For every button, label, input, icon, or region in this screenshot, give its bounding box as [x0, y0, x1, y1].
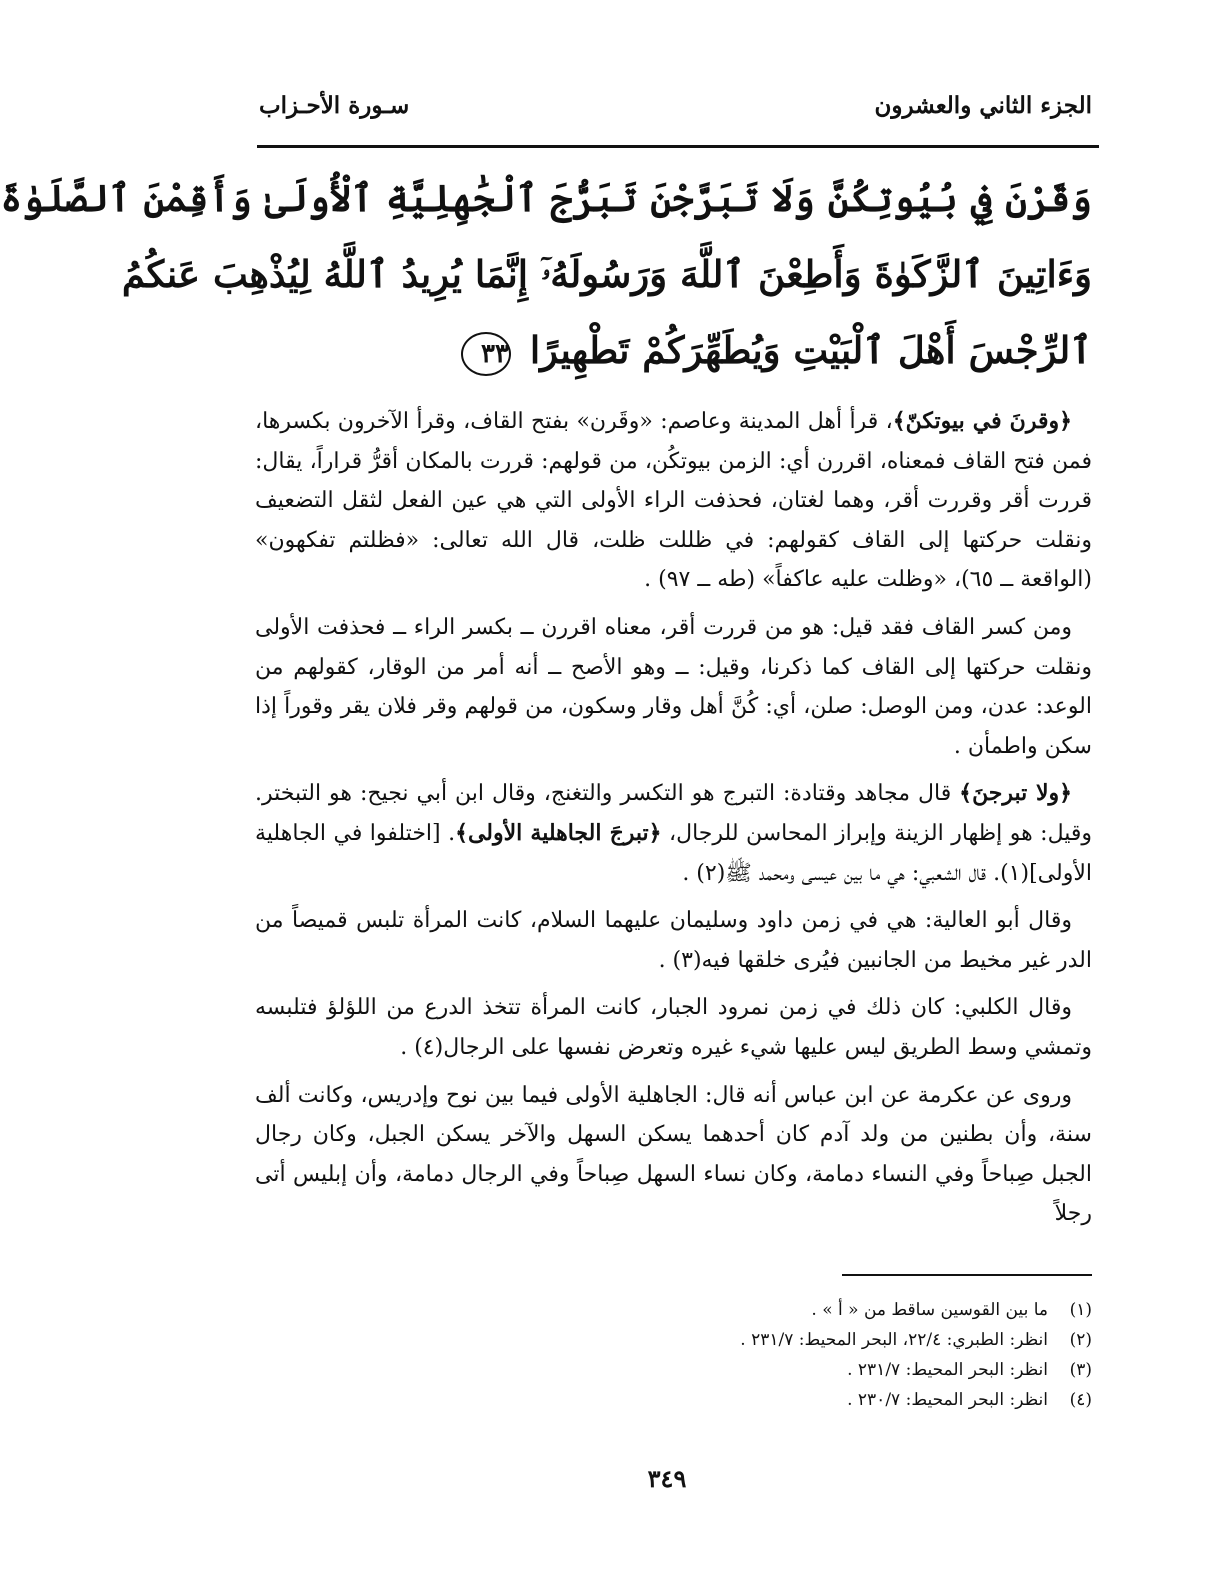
paragraph-text: قال مجاهد وقتادة: التبرج هو التكسر والتغنج، وقال ابن أبي نجيح: هو التبختر. وقيل: هو إظهار الزينة وإبراز المحاسن للرجال، [255, 781, 1093, 846]
ayah-number-marker: ٣٣ [461, 332, 511, 376]
part-title: الجزء الثاني والعشرون [874, 92, 1092, 119]
footnote-text: ما بين القوسين ساقط من « أ » . [811, 1300, 1048, 1320]
footnote-text: انظر: الطبري: ٢٢/٤، البحر المحيط: ٢٣١/٧ . [740, 1330, 1048, 1350]
footnote-number: (٣) [1069, 1360, 1092, 1380]
verse-line [255, 312, 1092, 388]
paragraph: وروى عن عكرمة عن ابن عباس أنه قال: الجاهلية الأولى فيما بين نوح وإدريس، وكانت ألف سنة، وأن بطنين من ولد آدم كان أحدهما يسكن السهل والآخر يسكن الجبل، وكان رجال الجبل صِباحاً وفي النساء دمامة، وكان نساء السهل صِباحاً وفي الرجال دمامة، وأن إبليس أتى رجلاً [255, 1082, 1092, 1227]
footnotes [507, 1295, 1092, 1415]
quoted-phrase: ﴿تبرجَ الجاهلية الأولى﴾ [455, 819, 662, 846]
header-divider [257, 145, 1099, 148]
footnote [507, 1325, 1092, 1355]
page-number: ٣٤٩ [647, 1464, 687, 1493]
running-header [259, 92, 1092, 132]
paragraph-text: ، قرأ أهل المدينة وعاصم: «وقَرن» بفتح القاف، وقرأ الآخرون بكسرها، فمن فتح القاف فمعناه، اقررن أي: الزمن بيوتكُن، من قولهم: قررت بالمكان أقرُّ قراراً، يقال: قررت أقر وقررت أقر، وهما لغتان، فحذفت الراء الأولى التي هي عين الفعل لثقل التضعيف ونقلت حركتها إلى القاف كقولهم: في ظللت ظلت، قال الله تعالى: «فظلتم تفكهون» (الواقعة ــ ٦٥)، «وظلت عليه عاكفاً» (طه ــ ٩٧) . [255, 409, 1092, 593]
footnote [507, 1355, 1092, 1385]
footnote-text: انظر: البحر المحيط: ٢٣٠/٧ . [847, 1390, 1048, 1410]
quoted-phrase: ﴿وقرنَ في بيوتكنّ﴾ [892, 408, 1072, 434]
paragraph [255, 402, 1092, 600]
footnote-number: (٢) [1069, 1330, 1092, 1350]
quran-verse [0, 160, 1092, 388]
verse-line: وَءَاتِينَ ٱلزَّكَوٰةَ وَأَطِعْنَ ٱللَّهَ وَرَسُولَهُۥٓ إِنَّمَا يُرِيدُ ٱللَّهُ لِيُذْهِبَ عَنكُمُ [121, 252, 1092, 296]
paragraph [255, 774, 1092, 893]
footnote [507, 1385, 1092, 1415]
footnote [507, 1295, 1092, 1325]
surah-title: سـورة الأحـزاب [259, 92, 410, 119]
commentary-body [255, 402, 1092, 1240]
paragraph: ومن كسر القاف فقد قيل: هو من قررت أقر، معناه اقررن ــ بكسر الراء ــ فحذفت الأولى ونقلت حركتها إلى القاف كما ذكرنا، وقيل: ــ وهو الأصح ــ أنه أمر من الوقار، كقولهم من الوعد: عدن، ومن الوصل: صلن، أي: كُنَّ أهل وقار وسكون، من قولهم وقر فلان يقر وقوراً إذا سكن واطمأن . [255, 614, 1092, 759]
quoted-phrase: ﴿ولا تبرجنَ﴾ [959, 780, 1073, 807]
paragraph: وقال أبو العالية: هي في زمن داود وسليمان عليهما السلام، كانت المرأة تلبس قميصاً من الدر غير مخيط من الجانبين فيُرى خلقها فيه(٣) . [255, 908, 1092, 973]
verse-line-text: ٱلرِّجْسَ أَهْلَ ٱلْبَيْتِ وَيُطَهِّرَكُمْ تَطْهِيرًا [529, 328, 1092, 372]
verse-line: وَقَرْنَ فِي بُيُوتِكُنَّ وَلَا تَبَرَّجْنَ تَبَرُّجَ ٱلْجَٰهِلِيَّةِ ٱلْأُولَىٰ وَأَقِمْنَ ٱلصَّلَوٰةَ [0, 176, 1092, 220]
footnote-number: (٤) [1069, 1390, 1092, 1410]
paragraph: وقال الكلبي: كان ذلك في زمن نمرود الجبار، كانت المرأة تتخذ الدرع من اللؤلؤ فتلبسه وتمشي وسط الطريق ليس عليها شيء غيره وتعرض نفسها على الرجال(٤) . [255, 995, 1092, 1060]
footnote-divider [842, 1274, 1092, 1276]
paragraph-text: . [اختلفوا في الجاهلية الأولى](١). قال الشعبي: هي ما بين عيسى ومحمد ﷺ(٢) . [255, 820, 1092, 886]
footnote-number: (١) [1069, 1300, 1092, 1320]
footnote-text: انظر: البحر المحيط: ٢٣١/٧ . [847, 1360, 1048, 1380]
